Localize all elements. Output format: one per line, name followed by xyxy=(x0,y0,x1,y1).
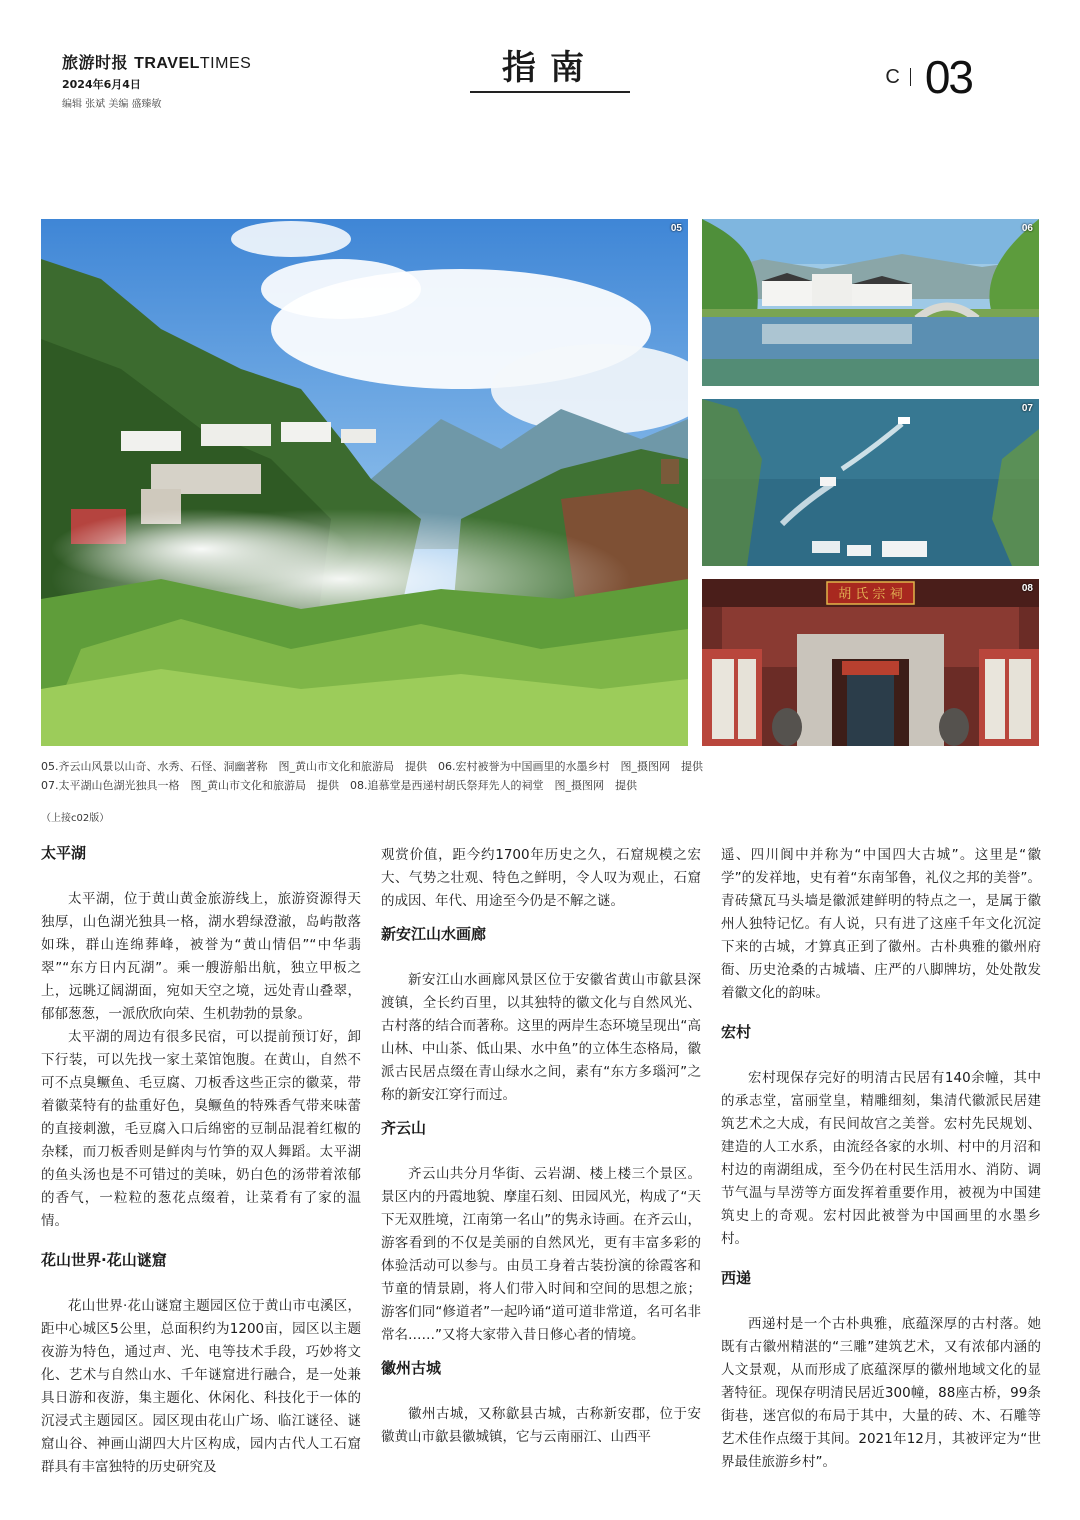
photo-number-08: 08 xyxy=(1021,583,1033,594)
photo-number-05: 05 xyxy=(670,223,682,234)
lake-boats-image xyxy=(702,399,1039,566)
section-title: 指南 xyxy=(470,40,630,93)
heading-qiyunshan: 齐云山 xyxy=(381,1119,427,1137)
issue-date: 2024年6月4日 xyxy=(62,78,141,91)
photo-number-06: 06 xyxy=(1021,223,1033,234)
paper-name-en-bold: TRAVEL xyxy=(134,55,200,72)
text-column-3 xyxy=(721,844,1041,1474)
heading-xinanjiang: 新安江山水画廊 xyxy=(381,925,487,943)
xinanjiang-paragraph-1: 新安江山水画廊风景区位于安徽省黄山市歙县深渡镇，全长约百里，以其独特的徽文化与自然风光、古村落的结合而著称。这里的两岸生态环境呈现出“高山林、中山茶、低山果、水中鱼”的立体生态格局，徽派古民居点缀在青山绿水之间，素有“东方多瑙河”之称的新安江穿行而过。 xyxy=(381,972,701,1103)
photo-number-07: 07 xyxy=(1021,403,1033,414)
editors-credit: 编辑 张斌 美编 盛臻敏 xyxy=(62,99,162,110)
xidi-paragraph-1: 西递村是一个古朴典雅，底蕴深厚的古村落。她既有古徽州精湛的“三雕”建筑艺术，又有浓郁内涵的人文景观，从而形成了底蕴深厚的徽州地域文化的显著特征。现保存明清民居近300幢，88座古桥，99条街巷，迷宫似的布局于其中，大量的砖、木、石雕等艺术佳作点缀于其间。2021年12月，其被评定为“世界最佳旅游乡村”。 xyxy=(721,1316,1041,1470)
heading-hongcun: 宏村 xyxy=(721,1023,752,1041)
continued-from-note: （上接c02版） xyxy=(41,813,110,824)
water-village-image xyxy=(702,219,1039,386)
page-number xyxy=(885,50,972,104)
ancestral-hall-image xyxy=(702,579,1039,746)
page-number-divider xyxy=(910,68,911,86)
huizhou-paragraph-1-continued: 遥、四川阆中并称为“中国四大古城”。这里是“徽学”的发祥地，史有着“东南邹鲁，礼仪之邦的美誉”。青砖黛瓦马头墙是徽派建鲜明的特点之一，是属于徽州人独特记忆。有人说，只有进了这座千年文化沉淀下来的古城，才算真正到了徽州。古朴典雅的徽州府衙、历史沧桑的古城墙、庄严的八脚牌坊，处处散发着徽文化的韵味。 xyxy=(721,847,1041,1001)
text-column-1 xyxy=(41,842,361,1479)
photo-qiyunshan xyxy=(41,219,688,746)
huashan-paragraph-1-continued: 观赏价值，距今约1700年历史之久，石窟规模之宏大、气势之壮观、特色之鲜明，令人叹为观止，石窟的成因、年代、用途至今仍是不解之谜。 xyxy=(381,847,701,909)
hall-sign-text: 胡 氏 宗 祠 xyxy=(838,587,903,602)
text-column-2 xyxy=(381,844,701,1449)
huizhou-paragraph-1: 徽州古城，又称歙县古城，古称新安郡，位于安徽黄山市歙县徽城镇，它与云南丽江、山西平 xyxy=(381,1406,701,1445)
caption-line-1: 05.齐云山风景以山奇、水秀、石怪、洞幽著称 图_黄山市文化和旅游局 提供 06.宏村被誉为中国画里的水墨乡村 图_摄图网 提供 xyxy=(41,760,703,773)
qiyunshan-paragraph-1: 齐云山共分月华街、云岩湖、楼上楼三个景区。景区内的丹霞地貌、摩崖石刻、田园风光，构成了“天下无双胜境，江南第一名山”的隽永诗画。在齐云山，游客看到的不仅是美丽的自然风光，更有丰富多彩的体验活动可以参与。由员工身着古装扮演的徐霞客和节童的情景剧，将人们带入时间和空间的思想之旅；游客们同“修道者”一起吟诵“道可道非常道，名可名非常名……”又将大家带入昔日修心者的情境。 xyxy=(381,1166,701,1343)
taiping-paragraph-2: 太平湖的周边有很多民宿，可以提前预订好，卸下行装，可以先找一家土菜馆饱腹。在黄山，自然不可不点臭鳜鱼、毛豆腐、刀板香这些正宗的徽菜，带着徽菜特有的盐重好色，臭鳜鱼的特殊香气带来味蕾的直接刺激，毛豆腐入口后绵密的豆制品混着红椒的杂糅，而刀板香则是鲜肉与竹笋的双人舞蹈。太平湖的鱼头汤也是不可错过的美味，奶白色的汤带着浓郁的香气，一粒粒的葱花点缀着，让菜肴有了家的温情。 xyxy=(41,1029,361,1229)
paper-name-cn: 旅游时报 xyxy=(62,53,129,72)
photo-xidi-hall xyxy=(702,579,1039,746)
photo-taiping-lake xyxy=(702,399,1039,566)
heading-huizhou: 徽州古城 xyxy=(381,1359,442,1377)
heading-huashan: 花山世界·花山谜窟 xyxy=(41,1251,167,1269)
caption-line-2: 07.太平湖山色湖光独具一格 图_黄山市文化和旅游局 提供 08.追慕堂是西递村胡氏祭拜先人的祠堂 图_摄图网 提供 xyxy=(41,779,637,792)
newspaper-name xyxy=(62,50,251,73)
page-section-letter: C xyxy=(885,65,900,88)
masthead xyxy=(62,50,251,110)
hongcun-paragraph-1: 宏村现保存完好的明清古民居有140余幢，其中的承志堂，富丽堂皇，精雕细刻，集清代徽派民居建筑艺术之大成，有民间故宫之美誉。宏村先民规划、建造的人工水系，由流经各家的水圳、村中的月沼和村边的南湖组成，至今仍在村民生活用水、消防、调节气温与旱涝等方面发挥着重要作用，被视为中国建筑史上的奇观。宏村因此被誉为中国画里的水墨乡村。 xyxy=(721,1070,1041,1247)
huashan-paragraph-1: 花山世界·花山谜窟主题园区位于黄山市屯溪区，距中心城区5公里，总面积约为1200亩，园区以主题夜游为特色，通过声、光、电等技术手段，巧妙将文化、艺术与自然山水、千年谜窟进行融合，是一处兼具日游和夜游，集主题化、休闲化、科技化于一体的沉浸式主题园区。园区现由花山广场、临江谜径、谜窟山谷、神画山湖四大片区构成，园内古代人工石窟群具有丰富独特的历史研究及 xyxy=(41,1298,361,1475)
photo-captions xyxy=(41,757,1041,795)
paper-name-en-light: TIMES xyxy=(199,55,252,72)
taiping-paragraph-1: 太平湖，位于黄山黄金旅游线上，旅游资源得天独厚，山色湖光独具一格，湖水碧绿澄澈，岛屿散落如珠，群山连绵葬峰，被誉为“黄山情侣”“中华翡翠”“东方日内瓦湖”。乘一艘游船出航，独立甲板之上，远眺辽阔湖面，宛如天空之境，远处青山叠翠，郁郁葱葱，一派欣欣向荣、生机勃勃的景象。 xyxy=(41,891,361,1022)
mountain-village-image xyxy=(41,219,688,746)
heading-taiping: 太平湖 xyxy=(41,844,87,862)
heading-xidi: 西递 xyxy=(721,1269,752,1287)
page-number-value: 03 xyxy=(924,51,972,103)
photo-hongcun xyxy=(702,219,1039,386)
